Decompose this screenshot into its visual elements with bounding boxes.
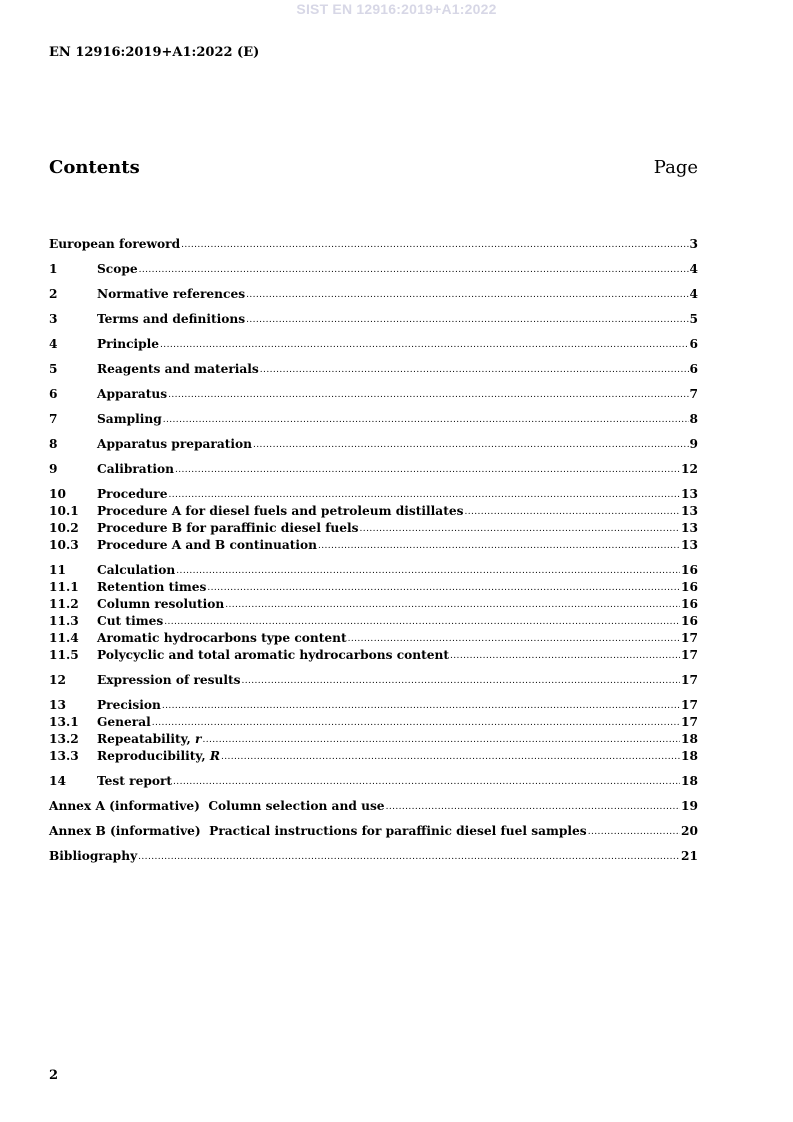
- toc-entry-number: 12: [49, 673, 66, 687]
- toc-entry-page: 17: [681, 648, 698, 662]
- toc-entry[interactable]: [49, 773, 698, 790]
- toc-entry-number: 5: [49, 362, 58, 376]
- toc-entry[interactable]: [49, 714, 698, 731]
- toc-entry[interactable]: [49, 630, 698, 647]
- toc-entry-title: [97, 630, 347, 647]
- toc-entry-number: 4: [49, 337, 58, 351]
- toc-entry-number: 10.3: [49, 538, 79, 552]
- toc-entry-page: 13: [681, 538, 698, 552]
- toc-entry[interactable]: [49, 823, 698, 840]
- toc-entry-title-text: Polycyclic and total aromatic hydrocarbons content: [97, 648, 450, 662]
- toc-entry[interactable]: [49, 503, 698, 520]
- toc-entry-page: 6: [689, 337, 698, 351]
- toc-entry-number: 11: [49, 563, 66, 577]
- toc-entry-title: [97, 436, 252, 453]
- toc-entry-title: [97, 520, 359, 537]
- toc-leader-dots: [160, 337, 688, 354]
- toc-entry-page: 13: [681, 487, 698, 501]
- toc-leader-dots: [181, 237, 688, 254]
- toc-entry-page: 13: [681, 521, 698, 535]
- toc-entry-title: [97, 261, 138, 278]
- toc-entry-title-text: Apparatus preparation: [97, 437, 252, 451]
- toc-leader-dots: [138, 849, 680, 866]
- toc-leader-dots: [260, 362, 689, 379]
- toc-entry-title-text: Test report: [97, 774, 173, 788]
- toc-entry-title-text: Reproducibility,: [97, 749, 210, 763]
- toc-entry-page: 4: [689, 287, 698, 301]
- toc-leader-dots: [175, 462, 680, 479]
- toc-entry-title: [97, 361, 259, 378]
- toc-entry-title: [97, 336, 159, 353]
- toc-entry-title: [97, 647, 449, 664]
- toc-leader-dots: [164, 614, 680, 631]
- toc-entry-title: [97, 386, 167, 403]
- toc-entry-title-text: Reagents and materials: [97, 362, 259, 376]
- toc-entry[interactable]: [49, 537, 698, 554]
- toc-entry-title-text: Annex A (informative) Column selection and use: [49, 799, 385, 813]
- toc-entry-number: 13: [49, 698, 66, 712]
- toc-entry[interactable]: [49, 286, 698, 303]
- toc-entry-page: 5: [689, 312, 698, 326]
- toc-entry-title: [97, 579, 206, 596]
- toc-entry-number: 11.3: [49, 614, 79, 628]
- toc-entry-page: 17: [681, 631, 698, 645]
- toc-entry-title-text: Terms and definitions: [97, 312, 246, 326]
- toc-entry-number: 10.1: [49, 504, 79, 518]
- toc-entry-title: [97, 714, 151, 731]
- toc-entry-title-text: Repeatability,: [97, 732, 196, 746]
- toc-entry-title-text: Expression of results: [97, 673, 241, 687]
- toc-entry-page: 6: [689, 362, 698, 376]
- toc-entry-title-text: Column resolution: [97, 597, 225, 611]
- toc-entry-page: 13: [681, 504, 698, 518]
- toc-entry-title-text: Principle: [97, 337, 160, 351]
- toc-entry-title: [97, 562, 175, 579]
- toc-entry-number: 13.2: [49, 732, 79, 746]
- contents-title: Contents: [49, 157, 140, 178]
- toc-entry-title-text: Cut times: [97, 614, 164, 628]
- toc-entry-page: 18: [681, 774, 698, 788]
- toc-entry[interactable]: [49, 411, 698, 428]
- toc-entry-title: [49, 798, 385, 815]
- toc-entry[interactable]: [49, 386, 698, 403]
- toc-entry-title: [97, 672, 240, 689]
- toc-entry-title-text: Calculation: [97, 563, 176, 577]
- toc-entry-page: 19: [681, 799, 698, 813]
- toc-entry-page: 21: [681, 849, 698, 863]
- toc-leader-dots: [225, 597, 680, 614]
- toc-entry[interactable]: [49, 579, 698, 596]
- toc-entry-title: [97, 748, 220, 765]
- toc-entry-title: [49, 823, 587, 840]
- toc-entry-title-text: Scope: [97, 262, 138, 276]
- toc-entry-title-text: Retention times: [97, 580, 207, 594]
- toc-entry-number: 2: [49, 287, 58, 301]
- toc-entry-title-text: Procedure A for diesel fuels and petroleum distillates: [97, 504, 464, 518]
- toc-entry[interactable]: [49, 613, 698, 630]
- toc-entry-title: [97, 311, 245, 328]
- toc-entry-title: [97, 461, 174, 478]
- page-column-label: Page: [653, 157, 698, 178]
- toc-entry-title: [97, 697, 161, 714]
- toc-entry-number: 11.5: [49, 648, 79, 662]
- toc-leader-dots: [221, 749, 680, 766]
- toc-entry-page: 8: [689, 412, 698, 426]
- toc-entry[interactable]: [49, 236, 698, 253]
- toc-entry-page: 17: [681, 715, 698, 729]
- toc-entry-page: 18: [681, 749, 698, 763]
- toc-leader-dots: [386, 799, 680, 816]
- toc-entry[interactable]: [49, 748, 698, 765]
- toc-entry[interactable]: [49, 798, 698, 815]
- toc-entry-page: 16: [681, 580, 698, 594]
- toc-entry-number: 11.1: [49, 580, 79, 594]
- toc-entry-title: [97, 596, 224, 613]
- toc-entry-number: 13.3: [49, 749, 79, 763]
- toc-entry-title-text: Apparatus: [97, 387, 168, 401]
- toc-entry-title: [97, 773, 172, 790]
- toc-entry[interactable]: [49, 731, 698, 748]
- toc-entry-title: [97, 411, 162, 428]
- toc-entry-title-text: Sampling: [97, 412, 162, 426]
- toc-entry-page: 20: [681, 824, 698, 838]
- toc-entry-title: [97, 613, 163, 630]
- toc-entry-title: [49, 848, 137, 865]
- toc-entry[interactable]: [49, 436, 698, 453]
- toc-entry-number: 10: [49, 487, 66, 501]
- toc-leader-dots: [176, 563, 680, 580]
- toc-entry-number: 8: [49, 437, 58, 451]
- toc-entry-title: [97, 537, 317, 554]
- toc-leader-dots: [173, 774, 680, 791]
- toc-entry-title-text: European foreword: [49, 237, 181, 251]
- toc-entry-title-text: Procedure B for paraffinic diesel fuels: [97, 521, 359, 535]
- toc-entry-title: [97, 503, 463, 520]
- toc-entry-title-text: Precision: [97, 698, 161, 712]
- toc-leader-dots: [168, 387, 688, 404]
- toc-entry[interactable]: [49, 596, 698, 613]
- toc-entry-number: 7: [49, 412, 58, 426]
- toc-entry-number: 11.2: [49, 597, 79, 611]
- toc-leader-dots: [464, 504, 680, 521]
- document-id: EN 12916:2019+A1:2022 (E): [49, 45, 260, 60]
- toc-entry-title-text: Bibliography: [49, 849, 138, 863]
- toc-leader-dots: [162, 698, 680, 715]
- toc-entry-title-text: Procedure: [97, 487, 168, 501]
- toc-entry-number: 11.4: [49, 631, 79, 645]
- page-number: 2: [49, 1068, 59, 1083]
- toc-leader-dots: [168, 487, 680, 504]
- toc-leader-dots: [139, 262, 689, 279]
- toc-leader-dots: [318, 538, 680, 555]
- toc-leader-dots: [163, 412, 689, 429]
- toc-leader-dots: [450, 648, 680, 665]
- toc-entry-title-text: Aromatic hydrocarbons type content: [97, 631, 347, 645]
- toc-entry-number: 10.2: [49, 521, 79, 535]
- toc-leader-dots: [207, 580, 680, 597]
- toc-entry-symbol: r: [195, 732, 202, 746]
- toc-entry-title-text: Procedure A and B continuation: [97, 538, 317, 552]
- toc-leader-dots: [253, 437, 689, 454]
- toc-entry-page: 16: [681, 597, 698, 611]
- toc-entry-title: [97, 486, 167, 503]
- toc-leader-dots: [348, 631, 680, 648]
- toc-entry-title: [97, 286, 245, 303]
- toc-leader-dots: [246, 312, 688, 329]
- toc-entry-page: 16: [681, 563, 698, 577]
- toc-entry-number: 3: [49, 312, 58, 326]
- toc-leader-dots: [152, 715, 680, 732]
- toc-entry[interactable]: [49, 461, 698, 478]
- toc-leader-dots: [202, 732, 680, 749]
- toc-entry-number: 14: [49, 774, 66, 788]
- toc-entry[interactable]: [49, 486, 698, 503]
- toc-leader-dots: [588, 824, 680, 841]
- toc-entry[interactable]: [49, 520, 698, 537]
- toc-entry-number: 13.1: [49, 715, 79, 729]
- toc-entry-title-text: Calibration: [97, 462, 174, 476]
- toc-entry-title-text: General: [97, 715, 151, 729]
- toc-entry-page: 4: [689, 262, 698, 276]
- toc-entry-page: 17: [681, 698, 698, 712]
- toc-leader-dots: [360, 521, 680, 538]
- toc-entry-number: 6: [49, 387, 58, 401]
- toc-leader-dots: [241, 673, 680, 690]
- toc-entry[interactable]: [49, 261, 698, 278]
- toc-entry[interactable]: [49, 361, 698, 378]
- toc-entry[interactable]: [49, 647, 698, 664]
- watermark: SIST EN 12916:2019+A1:2022: [296, 1, 497, 17]
- toc-entry-title-text: Normative references: [97, 287, 246, 301]
- toc-entry-page: 16: [681, 614, 698, 628]
- toc-entry[interactable]: [49, 336, 698, 353]
- table-of-contents: [49, 236, 698, 865]
- toc-entry[interactable]: [49, 697, 698, 714]
- toc-entry-page: 17: [681, 673, 698, 687]
- toc-entry-title: [49, 236, 180, 253]
- toc-entry[interactable]: [49, 311, 698, 328]
- toc-entry-page: 7: [689, 387, 698, 401]
- toc-leader-dots: [246, 287, 688, 304]
- toc-entry-page: 12: [681, 462, 698, 476]
- toc-entry-symbol: R: [209, 749, 220, 763]
- toc-entry-number: 1: [49, 262, 58, 276]
- toc-entry-page: 18: [681, 732, 698, 746]
- toc-entry[interactable]: [49, 848, 698, 865]
- toc-entry[interactable]: [49, 562, 698, 579]
- toc-entry-page: 9: [689, 437, 698, 451]
- toc-entry-page: 3: [689, 237, 698, 251]
- toc-entry-number: 9: [49, 462, 58, 476]
- toc-entry[interactable]: [49, 672, 698, 689]
- toc-entry-title-text: Annex B (informative) Practical instructions for paraffinic diesel fuel samples: [49, 824, 587, 838]
- contents-heading: [49, 157, 698, 178]
- toc-entry-title: [97, 731, 201, 748]
